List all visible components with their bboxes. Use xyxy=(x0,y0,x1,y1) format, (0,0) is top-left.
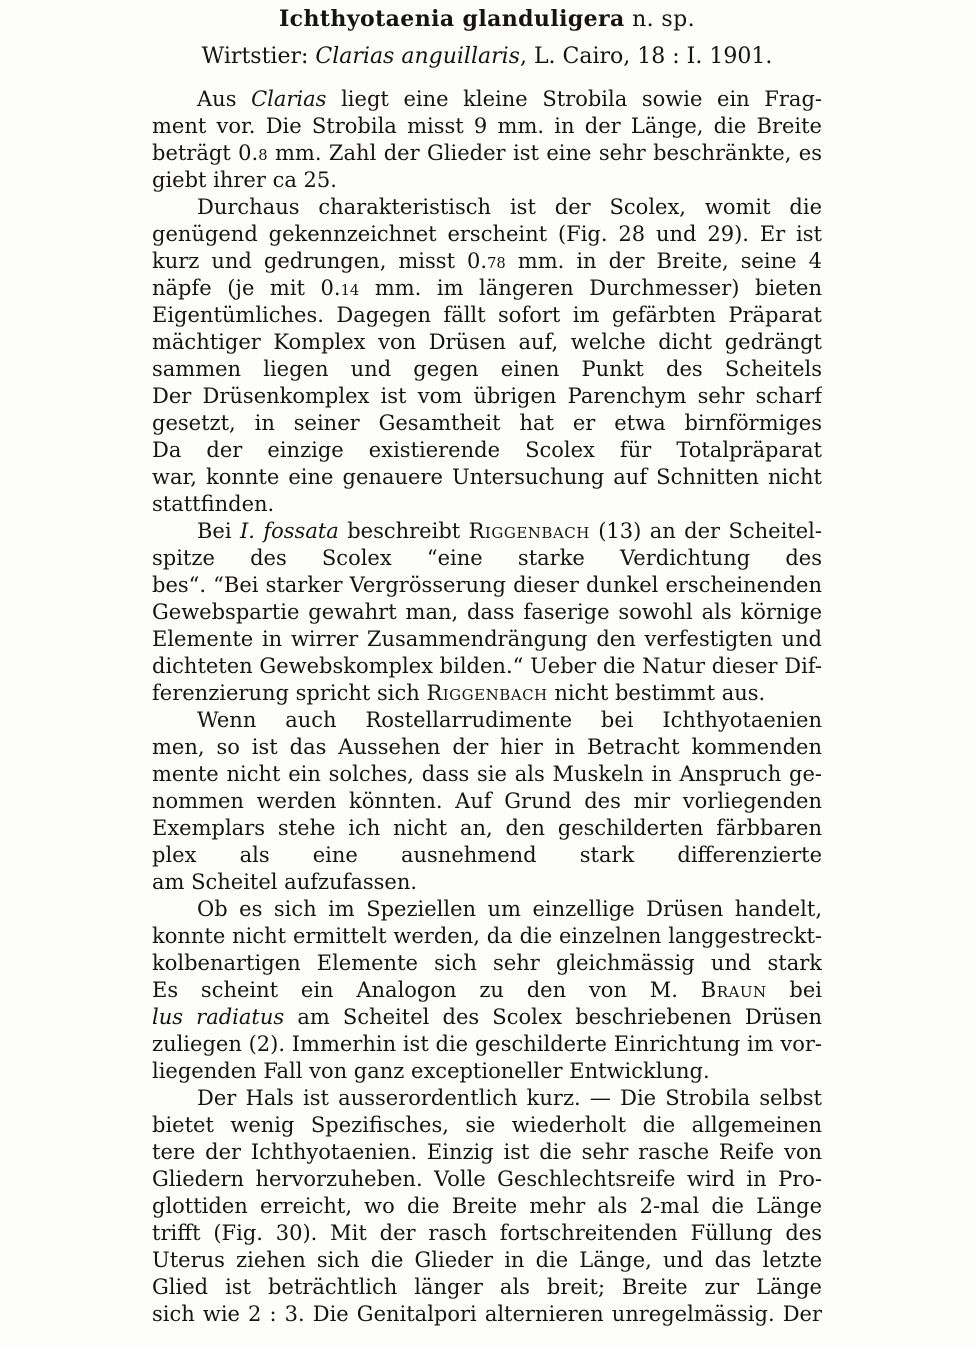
text-segment: Braun xyxy=(700,978,767,1002)
text-line xyxy=(152,410,822,437)
text-segment: mente nicht ein solches, dass sie als Muskeln in Anspruch ge- xyxy=(152,762,822,786)
text-segment: 78 xyxy=(487,255,506,272)
paragraph xyxy=(152,194,822,518)
text-line xyxy=(152,950,822,977)
text-line xyxy=(152,248,822,275)
text-segment: nommen werden könnten. Auf Grund des mir vorliegenden xyxy=(152,789,822,813)
text-segment: Gewebspartie gewahrt man, dass faserige sowohl als körnige xyxy=(152,600,822,624)
text-segment: Ichthyotaenia glanduligera xyxy=(278,6,625,32)
text-segment: sammen liegen und gegen einen Punkt des Scheitels xyxy=(152,357,822,381)
paragraph xyxy=(152,707,822,896)
text-segment: genügend gekennzeichnet erscheint (Fig. 28 und 29). Er ist xyxy=(152,222,822,246)
text-line xyxy=(152,1085,822,1112)
paragraph xyxy=(152,86,822,194)
text-line xyxy=(152,788,822,815)
text-segment: Da der einzige existierende Scolex für Totalpräparat xyxy=(152,438,822,462)
text-segment: 14 xyxy=(340,282,360,299)
text-line xyxy=(152,734,822,761)
text-line xyxy=(152,1247,822,1274)
text-segment: kurz und gedrungen, misst 0. xyxy=(152,249,488,273)
text-segment: Clarias anguillaris xyxy=(315,44,520,69)
text-segment: trifft (Fig. 30). Mit der rasch fortschreitenden Füllung des xyxy=(152,1221,822,1245)
host-species-line xyxy=(152,43,822,71)
text-segment: plex als eine ausnehmend stark differenzierte xyxy=(152,843,822,867)
text-line xyxy=(152,1058,822,1085)
text-segment: zuliegen (2). Immerhin ist die geschilderte Einrichtung im vor- xyxy=(152,1032,822,1056)
text-line xyxy=(152,1031,822,1058)
document-body xyxy=(152,86,822,1328)
text-line xyxy=(152,383,822,410)
text-column xyxy=(152,0,822,1328)
text-line xyxy=(152,167,822,194)
text-line xyxy=(152,815,822,842)
text-segment: war, konnte eine genauere Untersuchung auf Schnitten nicht xyxy=(152,465,822,489)
text-segment: nicht bestimmt aus. xyxy=(547,681,766,705)
text-line xyxy=(152,1301,822,1328)
text-segment: stattfinden. xyxy=(152,492,275,516)
text-line xyxy=(152,1112,822,1139)
text-line xyxy=(152,977,822,1004)
text-line xyxy=(152,896,822,923)
text-line xyxy=(152,626,822,653)
text-segment: I. fossata xyxy=(239,519,339,543)
text-segment: am Scheitel des Scolex beschriebenen Drüsen xyxy=(297,1005,822,1029)
paragraph xyxy=(152,896,822,1085)
text-line xyxy=(152,761,822,788)
text-segment: Glied ist beträchtlich länger als breit; Breite zur Länge xyxy=(152,1275,822,1299)
text-line xyxy=(152,869,822,896)
text-segment: Wenn auch Rostellarrudimente bei Ichthyotaenien xyxy=(197,708,822,732)
text-line xyxy=(152,1274,822,1301)
text-segment: liegenden Fall von ganz exceptioneller Entwicklung. xyxy=(152,1059,710,1083)
text-segment: mm. in der Breite, seine 4 xyxy=(517,249,822,273)
text-segment: men, so ist das Aussehen der hier in Betracht kommenden xyxy=(152,735,822,759)
text-segment: bei xyxy=(766,978,822,1002)
text-segment: kolbenartigen Elemente sich sehr gleichmässig und stark xyxy=(152,951,822,975)
text-line xyxy=(152,356,822,383)
text-segment: sich wie 2 : 3. Die Genitalpori alternieren unregelmässig. Der xyxy=(152,1302,822,1326)
text-segment: Der Drüsenkomplex ist vom übrigen Parenchym sehr scharf xyxy=(152,384,822,408)
page-title xyxy=(152,5,822,34)
text-line xyxy=(152,653,822,680)
text-line xyxy=(152,113,822,140)
text-segment: Riggenbach xyxy=(426,681,548,705)
text-line xyxy=(152,1193,822,1220)
text-line xyxy=(152,140,822,167)
text-segment: tere der Ichthyotaenien. Einzig ist die sehr rasche Reife von xyxy=(152,1140,822,1164)
text-segment: bietet wenig Spezifisches, sie wiederholt die allgemeinen xyxy=(152,1113,822,1137)
text-line xyxy=(152,86,822,113)
text-segment: Bei xyxy=(197,519,240,543)
text-segment: am Scheitel aufzufassen. xyxy=(152,870,418,894)
text-segment: Exemplars stehe ich nicht an, den geschilderten färbbaren xyxy=(152,816,822,840)
text-segment: n. sp. xyxy=(624,7,695,32)
text-line xyxy=(152,1139,822,1166)
text-line xyxy=(152,302,822,329)
text-segment: Durchaus charakteristisch ist der Scolex, womit die xyxy=(197,195,822,219)
text-line xyxy=(152,572,822,599)
text-segment: dichteten Gewebskomplex bilden.“ Ueber die Natur dieser Dif- xyxy=(152,654,822,678)
text-segment: Der Hals ist ausserordentlich kurz. — Die Strobila selbst xyxy=(197,1086,822,1110)
text-segment: Gliedern hervorzuheben. Volle Geschlechtsreife wird in Pro- xyxy=(152,1167,822,1191)
text-line xyxy=(152,1004,822,1031)
text-segment: konnte nicht ermittelt werden, da die einzelnen langgestreckt- xyxy=(152,924,822,948)
text-segment: mächtiger Komplex von Drüsen auf, welche dicht gedrängt xyxy=(152,330,822,354)
text-segment: , L. Cairo, 18 : I. 1901. xyxy=(519,44,773,69)
text-segment: Aus xyxy=(197,87,252,111)
text-segment: lus radiatus xyxy=(152,1005,285,1029)
text-line xyxy=(152,491,822,518)
text-segment: mm. Zahl der Glieder ist eine sehr beschränkte, es xyxy=(267,141,822,165)
text-line xyxy=(152,194,822,221)
text-line xyxy=(152,1166,822,1193)
text-segment: Ob es sich im Speziellen um einzellige Drüsen handelt, xyxy=(197,897,822,921)
text-segment: 8 xyxy=(258,147,268,164)
text-line xyxy=(152,842,822,869)
text-segment: bes“. “Bei starker Vergrösserung dieser dunkel erscheinenden xyxy=(152,573,822,597)
text-segment: mm. im längeren Durchmesser) bieten xyxy=(374,276,822,300)
text-segment: (13) an der Scheitel- xyxy=(589,519,822,543)
paragraph xyxy=(152,518,822,707)
text-segment: Es scheint ein Analogon zu den von M. xyxy=(152,978,701,1002)
text-line xyxy=(152,923,822,950)
text-segment: Elemente in wirrer Zusammendrängung den verfestigten und xyxy=(152,627,822,651)
text-line xyxy=(152,221,822,248)
text-line xyxy=(152,1220,822,1247)
text-segment: ment vor. Die Strobila misst 9 mm. in der Länge, die Breite xyxy=(152,114,822,138)
text-segment: spitze des Scolex “eine starke Verdichtung des xyxy=(152,546,822,570)
text-line xyxy=(152,329,822,356)
text-line xyxy=(152,707,822,734)
text-segment: Riggenbach xyxy=(468,519,590,543)
text-line xyxy=(152,518,822,545)
text-segment: Wirtstier: xyxy=(201,44,316,69)
paragraph xyxy=(152,1085,822,1328)
text-segment: beträgt 0. xyxy=(152,141,259,165)
text-segment: Uterus ziehen sich die Glieder in die Länge, und das letzte xyxy=(152,1248,822,1272)
text-segment: Clarias xyxy=(251,87,327,111)
text-segment: beschreibt xyxy=(338,519,469,543)
text-segment: Eigentümliches. Dagegen fällt sofort im gefärbten Präparat xyxy=(152,303,822,327)
text-line xyxy=(152,599,822,626)
text-segment: gesetzt, in seiner Gesamtheit hat er etwa birnförmiges xyxy=(152,411,822,435)
text-line xyxy=(152,464,822,491)
text-segment: ferenzierung spricht sich xyxy=(152,681,427,705)
text-line xyxy=(152,545,822,572)
text-segment: giebt ihrer ca 25. xyxy=(152,168,337,192)
text-segment: näpfe (je mit 0. xyxy=(152,276,341,300)
text-line xyxy=(152,437,822,464)
text-segment: glottiden erreicht, wo die Breite mehr als 2-mal die Länge xyxy=(152,1194,822,1218)
text-line xyxy=(152,680,822,707)
text-segment: liegt eine kleine Strobila sowie ein Frag- xyxy=(326,87,822,111)
text-line xyxy=(152,275,822,302)
